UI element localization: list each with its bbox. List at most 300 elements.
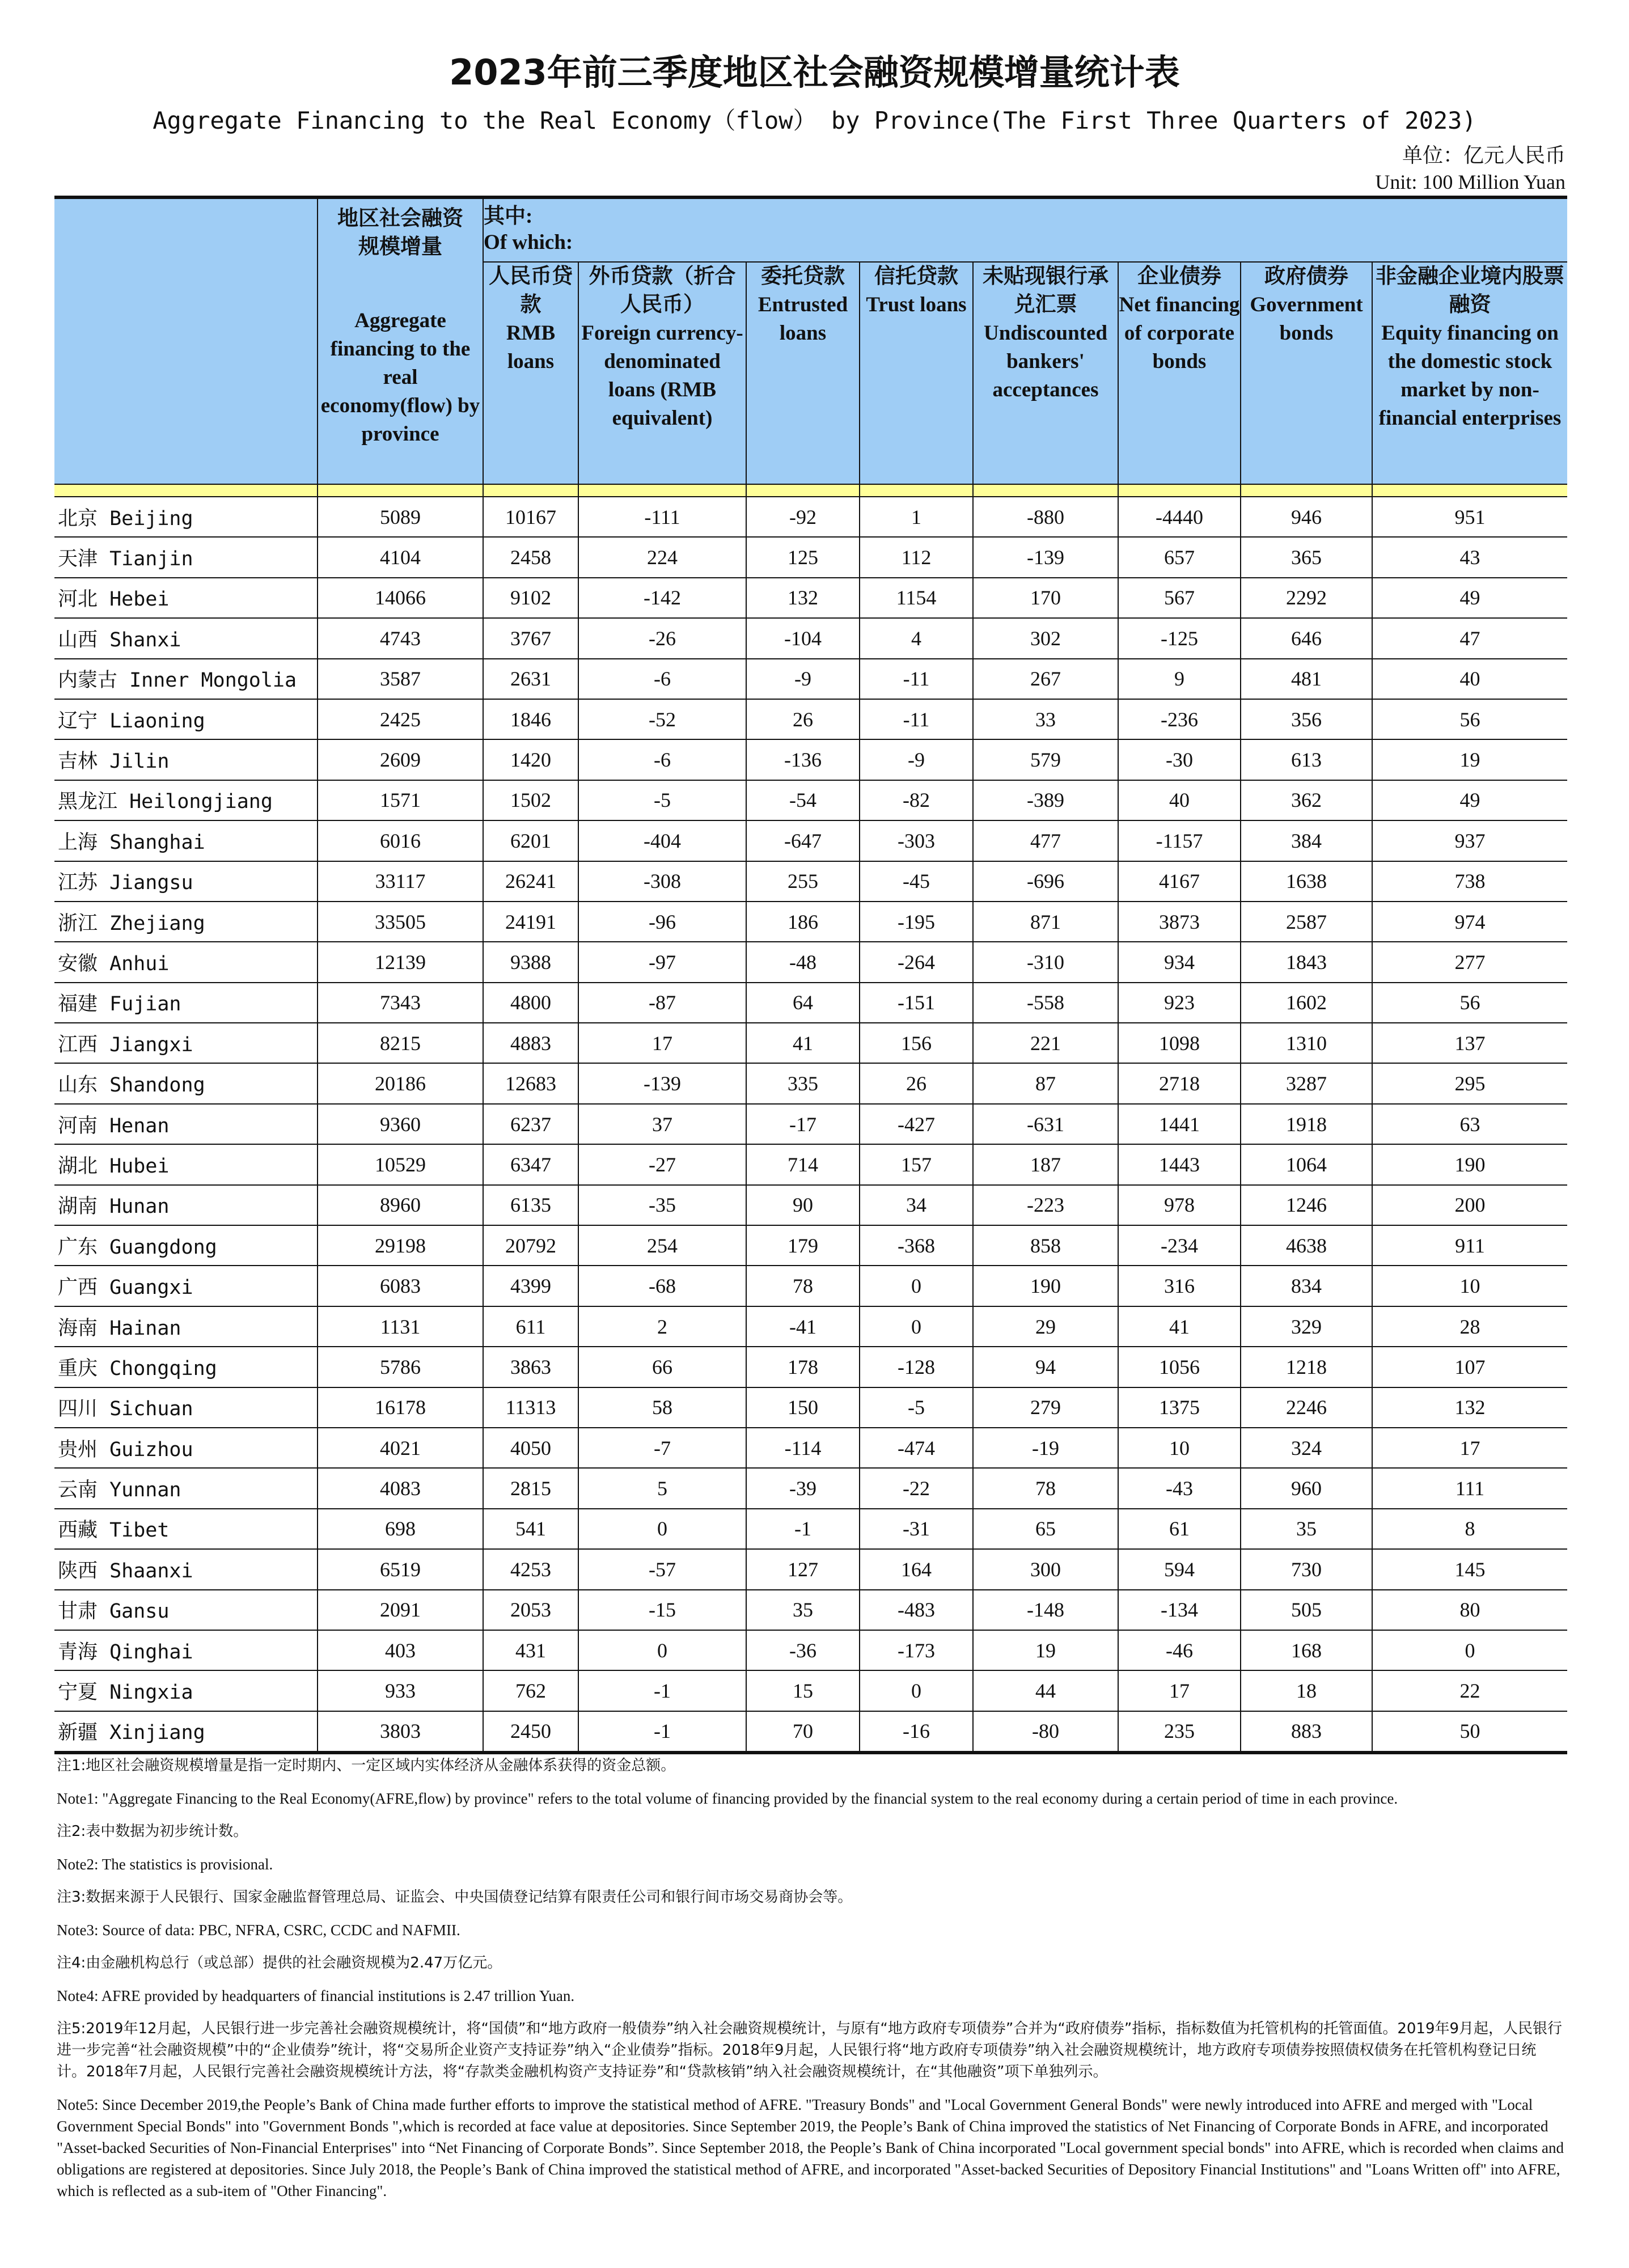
header-government-bonds-en: Government bonds [1250,293,1363,345]
region-name: 陕西 Shaanxi [54,1549,318,1589]
corporate-bonds-cell: 4167 [1118,861,1241,902]
total-financing-cell: 3803 [318,1711,483,1753]
trust-loans-cell: -31 [860,1509,973,1549]
equity-financing-cell: 17 [1372,1428,1567,1468]
table-row [54,1590,1567,1630]
rmb-loans-cell: 9388 [483,942,578,982]
foreign-currency-loans-cell: -6 [578,659,746,699]
region-name: 重庆 Chongqing [54,1347,318,1387]
region-name: 湖北 Hubei [54,1144,318,1184]
entrusted-loans-cell: -1 [746,1509,860,1549]
corporate-bonds-cell: -134 [1118,1590,1241,1630]
rmb-loans-cell: 9102 [483,578,578,618]
foreign-currency-loans-cell: 0 [578,1630,746,1670]
region-name: 上海 Shanghai [54,820,318,861]
entrusted-loans-cell: 90 [746,1185,860,1225]
trust-loans-cell: 34 [860,1185,973,1225]
region-name: 山东 Shandong [54,1063,318,1103]
header-undiscounted-acceptances-en: Undiscounted bankers' acceptances [984,321,1107,401]
trust-loans-cell: -151 [860,983,973,1023]
footnote-6: Note3: Source of data: PBC, NFRA, CSRC, CCDC and NAFMII. [57,1922,460,1939]
foreign-currency-loans-cell: -96 [578,902,746,942]
entrusted-loans-cell: 41 [746,1023,860,1063]
header-equity-financing [1372,262,1567,484]
corporate-bonds-cell: 657 [1118,537,1241,577]
equity-financing-cell: 28 [1372,1306,1567,1347]
corporate-bonds-cell: 316 [1118,1266,1241,1306]
corporate-bonds-cell: -234 [1118,1225,1241,1266]
footnote-7: 注4:由金融机构总行（或总部）提供的社会融资规模为2.47万亿元。 [57,1954,502,1971]
region-name: 北京 Beijing [54,497,318,537]
header-rmb-loans-en: RMB loans [506,321,556,373]
header-of-which [483,197,1567,262]
entrusted-loans-cell: 179 [746,1225,860,1266]
foreign-currency-loans-cell: 58 [578,1387,746,1428]
footnote-10: Note5: Since December 2019,the People’s Bank of China made further efforts to improve the statistical method of AFRE. "Treasury Bonds" and "Local Government General Bonds" were newly introduced into AFRE and merged with "Local Government Special Bonds" into "Government Bonds ",which is recorded at face value at depositories. Since September 2019, the People’s Bank of China improved the statistics of Net Financing of Corporate Bonds in AFRE, and incorporated "Asset-backed Securities of Non-Financial Enterprises" into “Net Financing of Corporate Bonds”. Since September 2018, the People’s Bank of China incorporated "Local government special bonds" into AFRE, which is recorded when claims and obligations are registered at depositories. Since July 2018, the People’s Bank of China improved the statistical method of AFRE, and incorporated "Asset-backed Securities of Depository Financial Institutions" and "Loans Written off" into AFRE, which is reflected as a sub-item of "Other Financing". [57,2096,1564,2199]
total-financing-cell: 33505 [318,902,483,942]
government-bonds-cell: 1064 [1241,1144,1372,1184]
undiscounted-acceptances-cell: 187 [973,1144,1118,1184]
undiscounted-acceptances-cell: 302 [973,618,1118,658]
page-subtitle: Aggregate Financing to the Real Economy（flow） by Province(The First Three Quarters of 2023) [153,107,1476,134]
government-bonds-cell: 18 [1241,1670,1372,1711]
government-bonds-cell: 1638 [1241,861,1372,902]
equity-financing-cell: 8 [1372,1509,1567,1549]
corporate-bonds-cell: 1056 [1118,1347,1241,1387]
government-bonds-cell: 2587 [1241,902,1372,942]
rmb-loans-cell: 431 [483,1630,578,1670]
table-row [54,1468,1567,1508]
equity-financing-cell: 911 [1372,1225,1567,1266]
table-row [54,820,1567,861]
region-name: 河北 Hebei [54,578,318,618]
corporate-bonds-cell: -46 [1118,1630,1241,1670]
rmb-loans-cell: 12683 [483,1063,578,1103]
entrusted-loans-cell: -41 [746,1306,860,1347]
entrusted-loans-cell: 70 [746,1711,860,1753]
header-region-cell [54,197,318,484]
table-row [54,861,1567,902]
government-bonds-cell: 362 [1241,780,1372,820]
footnote-4: Note2: The statistics is provisional. [57,1856,273,1873]
region-name: 天津 Tianjin [54,537,318,577]
total-financing-cell: 2609 [318,739,483,780]
region-name: 安徽 Anhui [54,942,318,982]
header-total-cn: 地区社会融资规模增量 [337,207,463,259]
equity-financing-cell: 19 [1372,739,1567,780]
equity-financing-cell: 22 [1372,1670,1567,1711]
trust-loans-cell: 0 [860,1306,973,1347]
table-row [54,618,1567,658]
region-name: 河南 Henan [54,1104,318,1144]
trust-loans-cell: -264 [860,942,973,982]
total-financing-cell: 29198 [318,1225,483,1266]
corporate-bonds-cell: 1098 [1118,1023,1241,1063]
equity-financing-cell: 295 [1372,1063,1567,1103]
corporate-bonds-cell: -125 [1118,618,1241,658]
rmb-loans-cell: 1846 [483,699,578,739]
header-trust-loans-en: Trust loans [866,293,967,316]
header-undiscounted-acceptances-cn: 未贴现银行承兑汇票 [983,265,1108,316]
rmb-loans-cell: 3767 [483,618,578,658]
footnote-3: 注2:表中数据为初步统计数。 [57,1823,248,1840]
undiscounted-acceptances-cell: -19 [973,1428,1118,1468]
corporate-bonds-cell: 934 [1118,942,1241,982]
entrusted-loans-cell: -54 [746,780,860,820]
header-corporate-bonds-cn: 企业债券 [1137,265,1221,288]
rmb-loans-cell: 1420 [483,739,578,780]
equity-financing-cell: 0 [1372,1630,1567,1670]
undiscounted-acceptances-cell: 190 [973,1266,1118,1306]
entrusted-loans-cell: 178 [746,1347,860,1387]
foreign-currency-loans-cell: 66 [578,1347,746,1387]
header-equity-financing-en: Equity financing on the domestic stock market by non-financial enterprises [1378,321,1562,430]
government-bonds-cell: 2246 [1241,1387,1372,1428]
entrusted-loans-cell: 125 [746,537,860,577]
unit-label-cn: 单位：亿元人民币 [1402,144,1565,167]
region-name: 辽宁 Liaoning [54,699,318,739]
region-name: 贵州 Guizhou [54,1428,318,1468]
corporate-bonds-cell: 3873 [1118,902,1241,942]
trust-loans-cell: 0 [860,1670,973,1711]
foreign-currency-loans-cell: -57 [578,1549,746,1589]
total-financing-cell: 14066 [318,578,483,618]
table-row [54,1063,1567,1103]
government-bonds-cell: 4638 [1241,1225,1372,1266]
table-row [54,983,1567,1023]
government-bonds-cell: 2292 [1241,578,1372,618]
undiscounted-acceptances-cell: -880 [973,497,1118,537]
region-name: 江苏 Jiangsu [54,861,318,902]
rmb-loans-cell: 2450 [483,1711,578,1753]
undiscounted-acceptances-cell: -80 [973,1711,1118,1753]
table-row [54,1266,1567,1306]
header-of-which-en: Of which: [484,231,573,254]
equity-financing-cell: 111 [1372,1468,1567,1508]
trust-loans-cell: 0 [860,1266,973,1306]
total-financing-cell: 6083 [318,1266,483,1306]
government-bonds-cell: 883 [1241,1711,1372,1753]
total-financing-cell: 4104 [318,537,483,577]
region-name: 山西 Shanxi [54,618,318,658]
equity-financing-cell: 50 [1372,1711,1567,1753]
region-name: 四川 Sichuan [54,1387,318,1428]
foreign-currency-loans-cell: -1 [578,1670,746,1711]
foreign-currency-loans-cell: 254 [578,1225,746,1266]
undiscounted-acceptances-cell: 94 [973,1347,1118,1387]
total-financing-cell: 2425 [318,699,483,739]
trust-loans-cell: -45 [860,861,973,902]
header-foreign-currency-loans [578,262,746,484]
trust-loans-cell: 26 [860,1063,973,1103]
table-row [54,578,1567,618]
undiscounted-acceptances-cell: 858 [973,1225,1118,1266]
government-bonds-cell: 35 [1241,1509,1372,1549]
header-entrusted-loans-en: Entrusted loans [758,293,848,345]
rmb-loans-cell: 3863 [483,1347,578,1387]
total-financing-cell: 4021 [318,1428,483,1468]
government-bonds-cell: 356 [1241,699,1372,739]
footnotes [57,1755,1565,2213]
unit-label-en: Unit: 100 Million Yuan [1375,171,1565,193]
equity-financing-cell: 137 [1372,1023,1567,1063]
corporate-bonds-cell: 594 [1118,1549,1241,1589]
table-row [54,1630,1567,1670]
rmb-loans-cell: 2458 [483,537,578,577]
trust-loans-cell: -9 [860,739,973,780]
rmb-loans-cell: 6201 [483,820,578,861]
government-bonds-cell: 329 [1241,1306,1372,1347]
government-bonds-cell: 1246 [1241,1185,1372,1225]
total-financing-cell: 9360 [318,1104,483,1144]
header-corporate-bonds-en: Net financing of corporate bonds [1119,293,1240,373]
foreign-currency-loans-cell: -6 [578,739,746,780]
foreign-currency-loans-cell: -404 [578,820,746,861]
rmb-loans-cell: 20792 [483,1225,578,1266]
total-financing-cell: 16178 [318,1387,483,1428]
rmb-loans-cell: 541 [483,1509,578,1549]
total-financing-cell: 4743 [318,618,483,658]
trust-loans-cell: 112 [860,537,973,577]
region-name: 广东 Guangdong [54,1225,318,1266]
rmb-loans-cell: 10167 [483,497,578,537]
trust-loans-cell: 4 [860,618,973,658]
trust-loans-cell: -128 [860,1347,973,1387]
header-undiscounted-acceptances [973,262,1118,484]
header-total [318,197,483,484]
table-row [54,1104,1567,1144]
corporate-bonds-cell: 978 [1118,1185,1241,1225]
entrusted-loans-cell: 64 [746,983,860,1023]
entrusted-loans-cell: -136 [746,739,860,780]
header-rmb-loans-cn: 人民币贷款 [489,265,573,316]
foreign-currency-loans-cell: 5 [578,1468,746,1508]
trust-loans-cell: -82 [860,780,973,820]
undiscounted-acceptances-cell: 579 [973,739,1118,780]
entrusted-loans-cell: 335 [746,1063,860,1103]
equity-financing-cell: 49 [1372,780,1567,820]
government-bonds-cell: 730 [1241,1549,1372,1589]
trust-loans-cell: -16 [860,1711,973,1753]
corporate-bonds-cell: -1157 [1118,820,1241,861]
equity-financing-cell: 132 [1372,1387,1567,1428]
table-row [54,497,1567,537]
total-financing-cell: 4083 [318,1468,483,1508]
trust-loans-cell: -368 [860,1225,973,1266]
undiscounted-acceptances-cell: -389 [973,780,1118,820]
government-bonds-cell: 946 [1241,497,1372,537]
equity-financing-cell: 738 [1372,861,1567,902]
header-trust-loans-cn: 信托贷款 [874,265,958,288]
table-row [54,1711,1567,1753]
corporate-bonds-cell: -236 [1118,699,1241,739]
rmb-loans-cell: 4399 [483,1266,578,1306]
region-name: 青海 Qinghai [54,1630,318,1670]
table-row [54,1549,1567,1589]
foreign-currency-loans-cell: -97 [578,942,746,982]
footnote-9: 注5:2019年12月起，人民银行进一步完善社会融资规模统计，将“国债”和“地方政府一般债券”纳入社会融资规模统计，与原有“地方政府专项债券”合并为“政府债券”指标，指标数值为托管机构的托管面值。2019年9月起，人民银行进一步完善“社会融资规模”中的“企业债券”统计，将“交易所企业资产支持证券”纳入“企业债券”指标。2018年9月起，人民银行将“地方政府专项债券”纳入社会融资规模统计，地方政府专项债券按照债权债务在托管机构登记日统计。2018年7月起，人民银行完善社会融资规模统计方法，将“存款类金融机构资产支持证券”和“贷款核销”纳入社会融资规模统计，在“其他融资”项下单独列示。 [57,2020,1563,2080]
foreign-currency-loans-cell: -1 [578,1711,746,1753]
corporate-bonds-cell: 1441 [1118,1104,1241,1144]
rmb-loans-cell: 611 [483,1306,578,1347]
undiscounted-acceptances-cell: -223 [973,1185,1118,1225]
total-financing-cell: 10529 [318,1144,483,1184]
total-financing-cell: 1571 [318,780,483,820]
undiscounted-acceptances-cell: -139 [973,537,1118,577]
total-financing-cell: 1131 [318,1306,483,1347]
undiscounted-acceptances-cell: 87 [973,1063,1118,1103]
table-row [54,537,1567,577]
undiscounted-acceptances-cell: -148 [973,1590,1118,1630]
foreign-currency-loans-cell: -139 [578,1063,746,1103]
total-financing-cell: 20186 [318,1063,483,1103]
rmb-loans-cell: 4800 [483,983,578,1023]
equity-financing-cell: 200 [1372,1185,1567,1225]
total-financing-cell: 6016 [318,820,483,861]
undiscounted-acceptances-cell: 279 [973,1387,1118,1428]
header-total-en: Aggregate financing to the real economy(flow) by province [320,309,480,446]
equity-financing-cell: 974 [1372,902,1567,942]
table-row [54,1144,1567,1184]
region-name: 湖南 Hunan [54,1185,318,1225]
undiscounted-acceptances-cell: 44 [973,1670,1118,1711]
entrusted-loans-cell: 78 [746,1266,860,1306]
government-bonds-cell: 1918 [1241,1104,1372,1144]
undiscounted-acceptances-cell: 267 [973,659,1118,699]
trust-loans-cell: -483 [860,1590,973,1630]
foreign-currency-loans-cell: -26 [578,618,746,658]
trust-loans-cell: -22 [860,1468,973,1508]
total-financing-cell: 33117 [318,861,483,902]
table-row [54,1347,1567,1387]
equity-financing-cell: 56 [1372,699,1567,739]
undiscounted-acceptances-cell: -310 [973,942,1118,982]
table-row [54,780,1567,820]
header-yellow-band [54,484,1567,497]
foreign-currency-loans-cell: -15 [578,1590,746,1630]
equity-financing-cell: 63 [1372,1104,1567,1144]
corporate-bonds-cell: 235 [1118,1711,1241,1753]
rmb-loans-cell: 6347 [483,1144,578,1184]
header-foreign-currency-loans-en: Foreign currency-denominated loans (RMB equivalent) [581,321,743,430]
total-financing-cell: 403 [318,1630,483,1670]
foreign-currency-loans-cell: 2 [578,1306,746,1347]
entrusted-loans-cell: 127 [746,1549,860,1589]
header-government-bonds [1241,262,1372,484]
entrusted-loans-cell: 15 [746,1670,860,1711]
table-row [54,1306,1567,1347]
entrusted-loans-cell: -17 [746,1104,860,1144]
region-name: 内蒙古 Inner Mongolia [54,659,318,699]
page-title: 2023年前三季度地区社会融资规模增量统计表 [449,52,1180,93]
rmb-loans-cell: 6135 [483,1185,578,1225]
rmb-loans-cell: 26241 [483,861,578,902]
equity-financing-cell: 40 [1372,659,1567,699]
footnote-5: 注3:数据来源于人民银行、国家金融监督管理总局、证监会、中央国债登记结算有限责任公司和银行间市场交易商协会等。 [57,1889,853,1906]
government-bonds-cell: 613 [1241,739,1372,780]
trust-loans-cell: 164 [860,1549,973,1589]
corporate-bonds-cell: 9 [1118,659,1241,699]
rmb-loans-cell: 4253 [483,1549,578,1589]
foreign-currency-loans-cell: -35 [578,1185,746,1225]
government-bonds-cell: 3287 [1241,1063,1372,1103]
corporate-bonds-cell: 1375 [1118,1387,1241,1428]
header-entrusted-loans [746,262,860,484]
undiscounted-acceptances-cell: 170 [973,578,1118,618]
foreign-currency-loans-cell: 224 [578,537,746,577]
entrusted-loans-cell: -114 [746,1428,860,1468]
undiscounted-acceptances-cell: 78 [973,1468,1118,1508]
foreign-currency-loans-cell: 0 [578,1509,746,1549]
foreign-currency-loans-cell: -52 [578,699,746,739]
government-bonds-cell: 1218 [1241,1347,1372,1387]
table-row [54,659,1567,699]
undiscounted-acceptances-cell: 221 [973,1023,1118,1063]
trust-loans-cell: -474 [860,1428,973,1468]
entrusted-loans-cell: -92 [746,497,860,537]
header-trust-loans [860,262,973,484]
header-foreign-currency-loans-cn: 外币贷款（折合人民币） [589,265,736,316]
rmb-loans-cell: 2631 [483,659,578,699]
corporate-bonds-cell: 40 [1118,780,1241,820]
entrusted-loans-cell: -647 [746,820,860,861]
corporate-bonds-cell: 41 [1118,1306,1241,1347]
entrusted-loans-cell: 35 [746,1590,860,1630]
corporate-bonds-cell: -43 [1118,1468,1241,1508]
undiscounted-acceptances-cell: -696 [973,861,1118,902]
government-bonds-cell: 384 [1241,820,1372,861]
equity-financing-cell: 951 [1372,497,1567,537]
government-bonds-cell: 168 [1241,1630,1372,1670]
total-financing-cell: 2091 [318,1590,483,1630]
equity-financing-cell: 49 [1372,578,1567,618]
undiscounted-acceptances-cell: -631 [973,1104,1118,1144]
undiscounted-acceptances-cell: 29 [973,1306,1118,1347]
corporate-bonds-cell: 567 [1118,578,1241,618]
region-name: 西藏 Tibet [54,1509,318,1549]
foreign-currency-loans-cell: 37 [578,1104,746,1144]
trust-loans-cell: -303 [860,820,973,861]
region-name: 云南 Yunnan [54,1468,318,1508]
region-name: 甘肃 Gansu [54,1590,318,1630]
government-bonds-cell: 481 [1241,659,1372,699]
total-financing-cell: 8215 [318,1023,483,1063]
total-financing-cell: 698 [318,1509,483,1549]
trust-loans-cell: -427 [860,1104,973,1144]
foreign-currency-loans-cell: -5 [578,780,746,820]
total-financing-cell: 933 [318,1670,483,1711]
government-bonds-cell: 324 [1241,1428,1372,1468]
region-name: 海南 Hainan [54,1306,318,1347]
rmb-loans-cell: 24191 [483,902,578,942]
corporate-bonds-cell: -30 [1118,739,1241,780]
region-name: 福建 Fujian [54,983,318,1023]
table-row [54,1670,1567,1711]
trust-loans-cell: -11 [860,659,973,699]
corporate-bonds-cell: 1443 [1118,1144,1241,1184]
foreign-currency-loans-cell: 17 [578,1023,746,1063]
corporate-bonds-cell: 2718 [1118,1063,1241,1103]
table-row [54,739,1567,780]
government-bonds-cell: 646 [1241,618,1372,658]
table-row [54,1225,1567,1266]
total-financing-cell: 6519 [318,1549,483,1589]
government-bonds-cell: 1843 [1241,942,1372,982]
equity-financing-cell: 56 [1372,983,1567,1023]
financing-table [54,196,1567,1754]
region-name: 黑龙江 Heilongjiang [54,780,318,820]
rmb-loans-cell: 762 [483,1670,578,1711]
